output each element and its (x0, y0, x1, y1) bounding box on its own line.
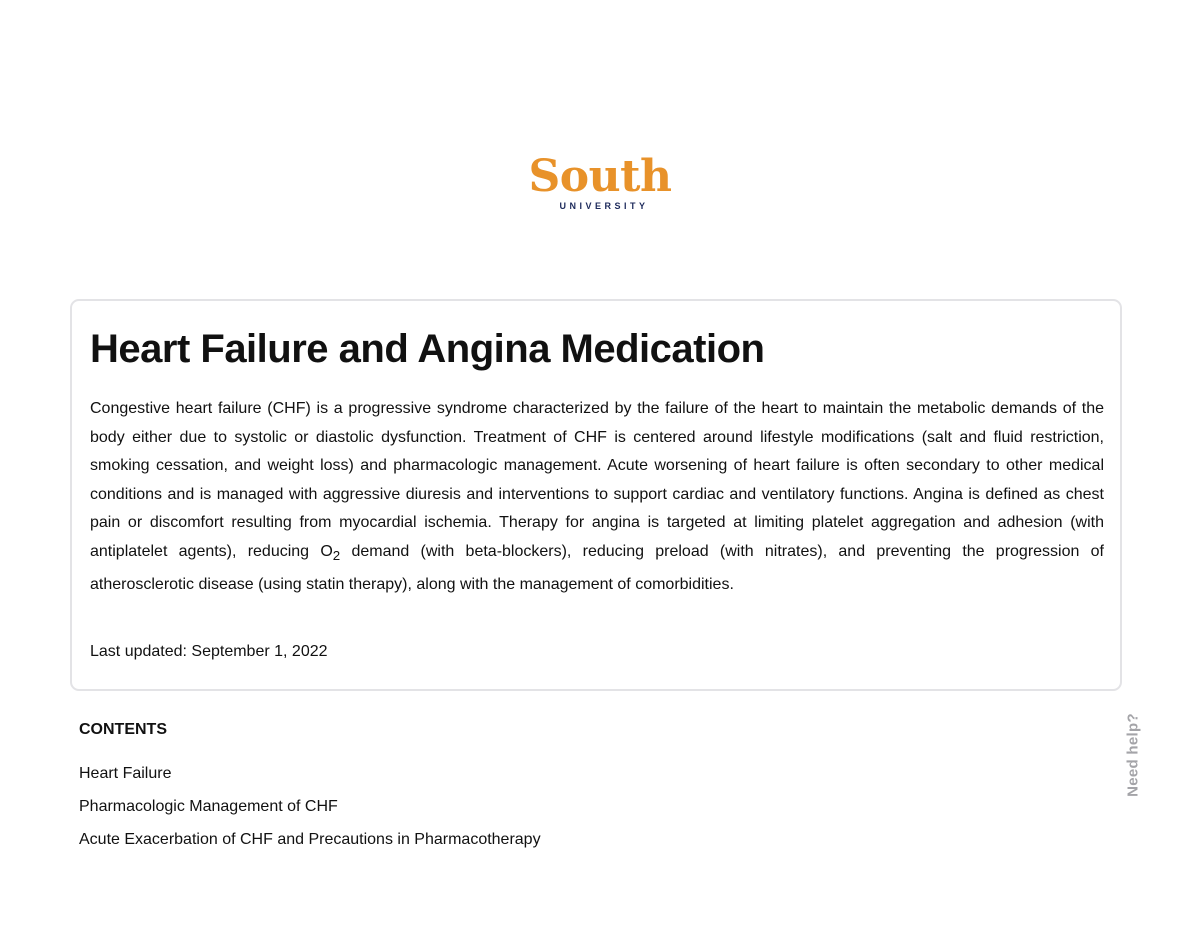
south-university-logo (0, 152, 1200, 211)
contents-link-pharmacologic-management[interactable]: Pharmacologic Management of CHF (79, 798, 338, 815)
summary-text-part-2: demand (with beta-blockers), reducing preload (with nitrates), and preventing the progression of atherosclerotic disease (using statin therapy), along with the management of comorbidities. (90, 542, 1105, 593)
contents-heading: CONTENTS (79, 721, 167, 738)
logo-wordmark: South (528, 151, 672, 202)
article-summary-card (70, 299, 1122, 691)
page-title: Heart Failure and Angina Medication (90, 327, 765, 371)
article-summary (90, 395, 1104, 599)
contents-link-heart-failure[interactable]: Heart Failure (79, 765, 172, 782)
last-updated-date: Last updated: September 1, 2022 (90, 643, 328, 660)
summary-text-part-1: Congestive heart failure (CHF) is a progressive syndrome characterized by the failure of the heart to maintain the metabolic demands of the body either due to systolic or diastolic dysfunction. Treatment of CHF is centered around lifestyle modifications (salt and fluid restriction, smoking cessation, and weight loss) and pharmacologic management. Acute worsening of heart failure is often secondary to other medical conditions and is managed with aggressive diuresis and interventions to support cardiac and ventilatory functions. Angina is defined as chest pain or discomfort resulting from myocardial ischemia. Therapy for angina is targeted at limiting platelet aggregation and adhesion (with antiplatelet agents), reducing O (90, 400, 1104, 560)
need-help-tab[interactable] (1119, 700, 1147, 810)
contents-list (79, 764, 541, 863)
need-help-label: Need help? (1124, 713, 1142, 797)
contents-link-acute-exacerbation[interactable]: Acute Exacerbation of CHF and Precautions in Pharmacotherapy (79, 831, 541, 848)
summary-subscript: 2 (332, 548, 341, 564)
logo-subtitle: UNIVERSITY (559, 201, 649, 211)
